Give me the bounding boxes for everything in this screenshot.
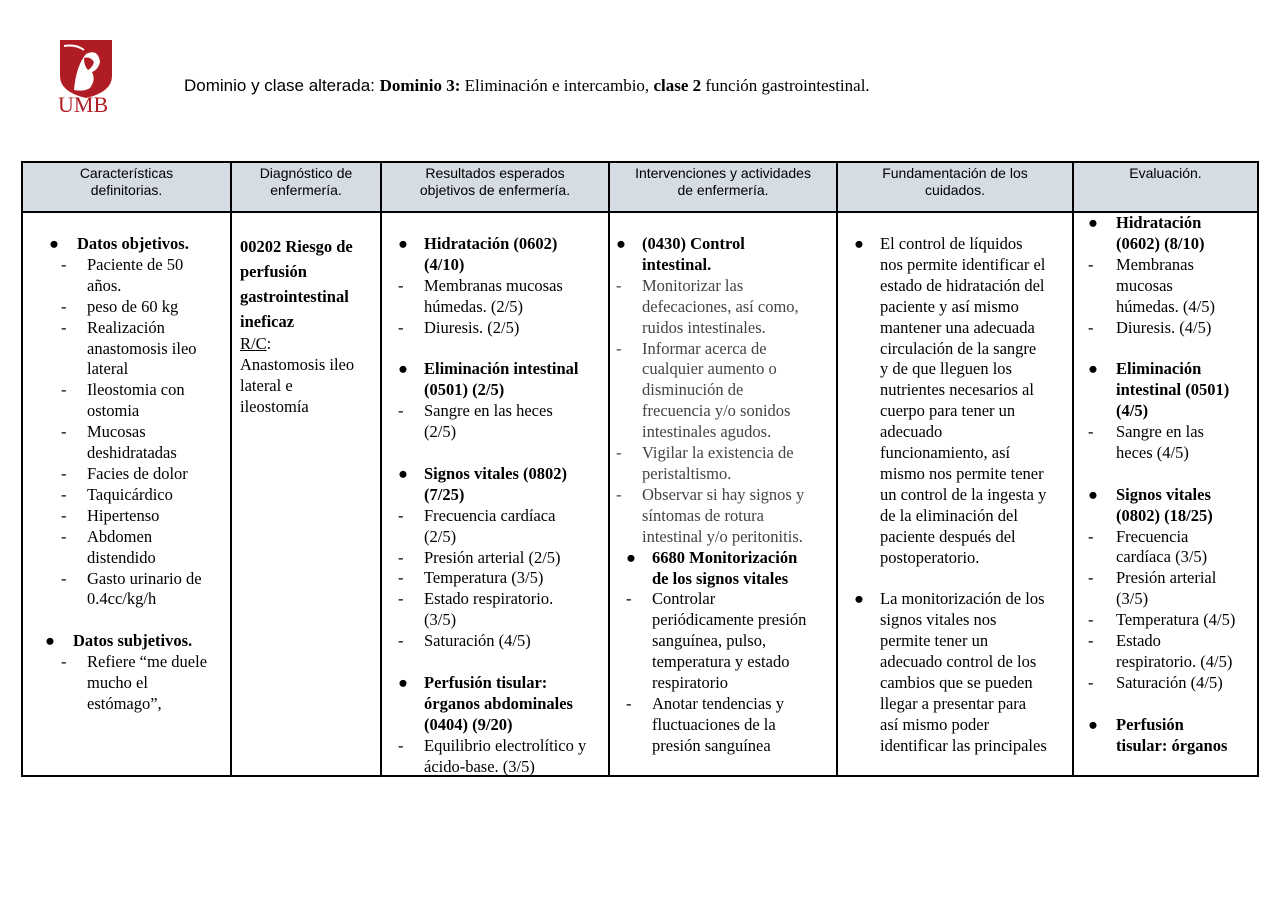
table-row xyxy=(22,212,1258,776)
group-title-line: Eliminación intestinal ● xyxy=(398,359,579,379)
dash-icon: - xyxy=(616,484,622,504)
group-title-line: Eliminación ● xyxy=(1088,359,1202,379)
title-colon: : xyxy=(370,76,380,95)
list-item-line: Abdomen - xyxy=(61,526,153,546)
list-item-line: intestinal y/o peritonitis. xyxy=(642,526,803,546)
column-header-text: Diagnóstico de xyxy=(259,165,353,181)
list-item-line: temperatura y estado xyxy=(652,652,790,672)
list-item-line: Vigilar la existencia de - xyxy=(616,443,794,463)
list-item-line: Sangre en las - xyxy=(1088,422,1204,442)
group-title-line: y de que lleguen los xyxy=(880,359,1012,379)
dash-icon: - xyxy=(616,443,622,463)
group-title-line: intestinal (0501) xyxy=(1116,380,1230,400)
list-item-line: distendido xyxy=(87,547,156,567)
bullet-icon: ● xyxy=(854,234,864,253)
group-title-line: un control de la ingesta y xyxy=(880,484,1047,504)
group-title-line: llegar a presentar para xyxy=(880,693,1027,713)
list-item-line: defecaciones, así como, xyxy=(642,296,799,316)
group-title-line: circulación de la sangre xyxy=(880,338,1037,358)
column-header-text: Resultados esperados xyxy=(425,165,565,181)
dash-icon: - xyxy=(1088,526,1094,546)
column-header-text: de enfermería. xyxy=(677,182,769,198)
group-title-line: órganos abdominales xyxy=(424,693,573,713)
bullet-icon: ● xyxy=(398,463,408,483)
bullet-icon: ● xyxy=(45,631,55,651)
group-title-line: adecuado xyxy=(880,422,943,442)
page-title xyxy=(184,76,870,96)
list-item-line: húmedas. (4/5) xyxy=(1116,296,1215,316)
dash-icon: - xyxy=(1088,422,1094,442)
list-item-line: Observar si hay signos y - xyxy=(616,484,805,504)
list-item-line: heces (4/5) xyxy=(1116,442,1189,462)
list-item-line: deshidratadas xyxy=(87,443,177,463)
list-item-line: Equilibrio electrolítico y - xyxy=(398,735,587,755)
list-item-line: Diuresis. (2/5) - xyxy=(398,317,520,337)
list-item-line: Ileostomia con - xyxy=(61,380,185,400)
list-item-line: (2/5) xyxy=(424,422,457,442)
bullet-icon: ● xyxy=(854,589,864,609)
list-item-line: sanguínea, pulso, xyxy=(652,631,767,651)
group-title-line: (4/5) xyxy=(1116,401,1149,421)
title-domain: Dominio 3: xyxy=(379,76,461,95)
dash-icon: - xyxy=(61,505,67,525)
list-item-line: Informar acerca de - xyxy=(616,338,767,358)
list-item-line: síntomas de rotura xyxy=(642,505,764,525)
group-title-line: (7/25) xyxy=(424,484,465,504)
bullet-icon: ● xyxy=(49,234,59,253)
list-item-line: Saturación (4/5) - xyxy=(398,631,531,651)
bullet-icon: ● xyxy=(398,672,408,692)
title-class: clase 2 xyxy=(653,76,702,95)
title-domain-text: Eliminación e intercambio, xyxy=(460,76,654,95)
cell-characteristics xyxy=(22,212,231,776)
dash-icon: - xyxy=(61,568,67,588)
bullet-icon: ● xyxy=(398,234,408,253)
table-header-row xyxy=(22,162,1258,212)
title-class-text: función gastrointestinal. xyxy=(701,76,870,95)
logo-text: UMB xyxy=(58,92,109,117)
group-title-line: La monitorización de los ● xyxy=(854,589,1045,609)
list-item-line: Taquicárdico - xyxy=(61,484,173,504)
list-item-line: peristaltismo. xyxy=(642,463,732,483)
list-item-line: Membranas mucosas - xyxy=(398,275,563,295)
list-item-line: peso de 60 kg - xyxy=(61,296,179,316)
list-item-line: anastomosis ileo xyxy=(87,338,197,358)
column-header-text: Evaluación. xyxy=(1129,165,1202,181)
group-title-line: 6680 Monitorización ● xyxy=(626,547,798,567)
group-title-line: mismo nos permite tener xyxy=(880,463,1044,483)
group-title-line: así mismo poder xyxy=(880,714,990,734)
list-item-line: disminución de xyxy=(642,380,744,400)
list-item-line: húmedas. (2/5) xyxy=(424,296,523,316)
group-title-line: postoperatorio. xyxy=(880,547,980,567)
column-header-text: Intervenciones y actividades xyxy=(635,165,811,181)
cell-interventions xyxy=(609,212,837,776)
list-item-line: frecuencia y/o sonidos xyxy=(642,401,791,421)
dash-icon: - xyxy=(61,422,67,442)
list-item-line: Saturación (4/5) - xyxy=(1088,672,1223,692)
dash-icon: - xyxy=(398,589,404,609)
dash-icon: - xyxy=(1088,317,1094,337)
dash-icon: - xyxy=(1088,672,1094,692)
dash-icon: - xyxy=(616,338,622,358)
group-title-line: cuerpo para tener un xyxy=(880,401,1016,421)
group-title-line: (0802) (18/25) xyxy=(1116,505,1213,525)
dash-icon: - xyxy=(1088,610,1094,630)
list-item-line: Sangre en las heces - xyxy=(398,401,553,421)
bullet-icon: ● xyxy=(1088,714,1098,734)
group-title-line: cambios que se pueden xyxy=(880,673,1033,693)
dash-icon: - xyxy=(61,296,67,316)
bullet-icon: ● xyxy=(1088,213,1098,232)
list-item-line: cardíaca (3/5) xyxy=(1116,547,1208,567)
diagnosis-line: ineficaz xyxy=(240,312,295,331)
dash-icon: - xyxy=(61,484,67,504)
list-item-line: (2/5) xyxy=(424,526,457,546)
group-title-line: estado de hidratación del xyxy=(880,275,1045,295)
list-item-line: Temperatura (4/5) - xyxy=(1088,610,1236,630)
list-item-line: Paciente de 50 - xyxy=(61,254,184,274)
group-title-line: Perfusión tisular: ● xyxy=(398,672,548,692)
list-item-line: 0.4cc/kg/h xyxy=(87,589,157,609)
column-header-text: definitorias. xyxy=(90,182,163,198)
list-item-line: Realización - xyxy=(61,317,165,337)
list-item-line: Estado - xyxy=(1088,631,1161,651)
group-title-line: (0602) (8/10) xyxy=(1116,233,1205,253)
diagnosis-line: 00202 Riesgo de xyxy=(240,237,353,256)
dash-icon: - xyxy=(398,317,404,337)
list-item-line: ácido-base. (3/5) xyxy=(424,756,535,775)
dash-icon: - xyxy=(61,317,67,337)
rc-label: R/C xyxy=(240,334,267,353)
cell-rationale xyxy=(837,212,1073,776)
list-item-line: cualquier aumento o xyxy=(642,359,777,379)
column-header-text: objetivos de enfermería. xyxy=(419,182,571,198)
list-item-line: Gasto urinario de - xyxy=(61,568,202,588)
group-title-line: de los signos vitales xyxy=(652,568,789,588)
dash-icon: - xyxy=(398,547,404,567)
column-header xyxy=(837,162,1073,212)
group-title-line: intestinal. xyxy=(642,254,712,274)
dash-icon: - xyxy=(626,693,632,713)
column-header-text: enfermería. xyxy=(270,182,342,198)
dash-icon: - xyxy=(398,275,404,295)
bullet-icon: ● xyxy=(1088,484,1098,504)
list-item-line: Anotar tendencias y - xyxy=(626,693,784,713)
list-item-line: Hipertenso - xyxy=(61,505,160,525)
group-title-line: paciente después del xyxy=(880,526,1016,546)
care-plan-table xyxy=(21,161,1259,777)
list-item-line: intestinales agudos. xyxy=(642,422,772,442)
group-title-line: Perfusión ● xyxy=(1088,714,1184,734)
list-item-line: Diuresis. (4/5) - xyxy=(1088,317,1212,337)
list-item-line: lateral xyxy=(87,359,129,379)
group-title-line: (0501) (2/5) xyxy=(424,380,505,400)
column-header-text: cuidados. xyxy=(925,182,985,198)
bullet-icon: ● xyxy=(398,359,408,379)
bullet-icon: ● xyxy=(626,547,636,567)
group-title-line: identificar las principales xyxy=(880,735,1047,755)
related-to-label xyxy=(236,334,376,355)
dash-icon: - xyxy=(61,254,67,274)
list-item-line: ruidos intestinales. xyxy=(642,317,766,337)
column-header-text: Características xyxy=(79,165,174,181)
list-item-line: respiratorio. (4/5) xyxy=(1116,652,1233,671)
list-item-line: estómago”, xyxy=(87,693,162,713)
list-item-line: Presión arterial - xyxy=(1088,568,1217,588)
dash-icon: - xyxy=(61,652,67,672)
list-item-line: Facies de dolor - xyxy=(61,463,188,483)
group-title-line: Hidratación (0602) ● xyxy=(398,234,558,253)
group-title-line: Datos subjetivos. ● xyxy=(45,631,193,651)
list-item-line: mucho el xyxy=(87,673,148,693)
list-item-line: (3/5) xyxy=(1116,589,1149,609)
group-title-line: funcionamiento, así xyxy=(880,443,1011,463)
group-title-line: Signos vitales (0802) ● xyxy=(398,463,568,483)
group-title-line: (0430) Control ● xyxy=(616,234,745,253)
cell-results xyxy=(381,212,609,776)
dash-icon: - xyxy=(61,463,67,483)
dash-icon: - xyxy=(398,401,404,421)
dash-icon: - xyxy=(1088,631,1094,651)
cell-diagnosis xyxy=(231,212,381,776)
list-item-line: (3/5) xyxy=(424,610,457,630)
list-item-line: años. xyxy=(87,275,122,295)
list-item-line: mucosas xyxy=(1116,275,1173,295)
group-title-line: Hidratación ● xyxy=(1088,213,1202,232)
dash-icon: - xyxy=(398,631,404,651)
group-title-line: tisular: órganos xyxy=(1116,735,1228,755)
list-item-line: Monitorizar las - xyxy=(616,275,744,295)
related-to-line: lateral e xyxy=(240,375,293,395)
list-item-line: Membranas - xyxy=(1088,254,1194,274)
rc-colon: : xyxy=(266,334,272,353)
list-item-line: Temperatura (3/5) - xyxy=(398,568,544,588)
column-header xyxy=(231,162,381,212)
list-item-line: ostomia xyxy=(87,401,140,421)
list-item-line: Refiere “me duele - xyxy=(61,652,208,672)
dash-icon: - xyxy=(616,275,622,295)
dash-icon: - xyxy=(398,735,404,755)
column-header xyxy=(1073,162,1258,212)
group-title-line: Datos objetivos. ● xyxy=(49,234,189,253)
list-item-line: Controlar - xyxy=(626,589,716,609)
list-item-line: Presión arterial (2/5) - xyxy=(398,547,561,567)
list-item-line: periódicamente presión xyxy=(652,610,807,630)
group-title-line: nos permite identificar el xyxy=(880,254,1046,274)
diagnosis-line: gastrointestinal xyxy=(240,287,349,306)
group-title-line: mantener una adecuada xyxy=(880,317,1035,337)
list-item-line: Estado respiratorio. - xyxy=(398,589,554,609)
column-header-text: Fundamentación de los xyxy=(882,165,1028,181)
related-to-line: ileostomía xyxy=(240,396,309,416)
group-title-line: El control de líquidos ● xyxy=(854,234,1023,253)
dash-icon: - xyxy=(1088,254,1094,274)
group-title-line: nutrientes necesarios al xyxy=(880,380,1034,400)
related-to-line: Anastomosis ileo xyxy=(240,354,355,374)
column-header xyxy=(22,162,231,212)
group-title-line: paciente y así mismo xyxy=(880,296,1019,316)
group-title-line: adecuado control de los xyxy=(880,652,1037,672)
group-title-line: de la eliminación del xyxy=(880,505,1018,525)
list-item-line: respiratorio xyxy=(652,673,729,693)
bullet-icon: ● xyxy=(616,234,626,253)
group-title-line: Signos vitales ● xyxy=(1088,484,1211,504)
dash-icon: - xyxy=(61,380,67,400)
bullet-icon: ● xyxy=(1088,359,1098,379)
group-title-line: (4/10) xyxy=(424,254,465,274)
dash-icon: - xyxy=(398,505,404,525)
group-title-line: permite tener un xyxy=(880,631,989,651)
dash-icon: - xyxy=(626,589,632,609)
group-title-line: (0404) (9/20) xyxy=(424,714,513,734)
list-item-line: fluctuaciones de la xyxy=(652,714,776,734)
list-item-line: Mucosas - xyxy=(61,422,146,442)
title-label: Dominio y clase alterada xyxy=(184,76,371,95)
list-item-line: Frecuencia cardíaca - xyxy=(398,505,556,525)
column-header xyxy=(609,162,837,212)
dash-icon: - xyxy=(398,568,404,588)
diagnosis-line: perfusión xyxy=(240,262,307,281)
column-header xyxy=(381,162,609,212)
dash-icon: - xyxy=(61,526,67,546)
group-title-line: signos vitales nos xyxy=(880,610,997,630)
list-item-line: presión sanguínea xyxy=(652,735,771,755)
dash-icon: - xyxy=(1088,568,1094,588)
list-item-line: Frecuencia - xyxy=(1088,526,1189,546)
cell-evaluation xyxy=(1073,212,1258,776)
